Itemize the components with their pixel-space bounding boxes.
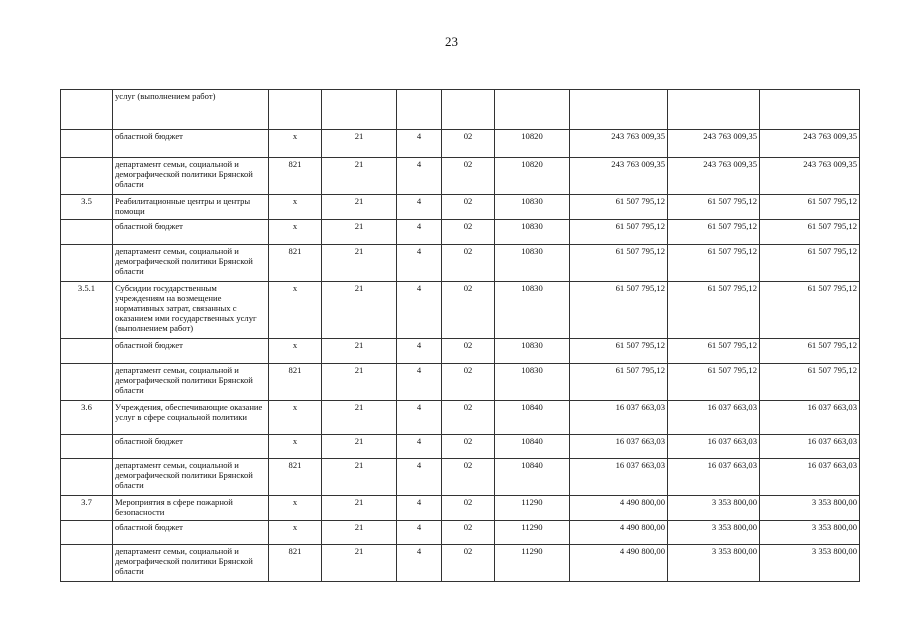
section-code-cell: 21 bbox=[322, 496, 397, 521]
program-code-cell: 02 bbox=[442, 364, 495, 401]
row-number-cell bbox=[61, 459, 113, 496]
direction-code-cell: 10830 bbox=[495, 364, 570, 401]
subsection-code-cell: 4 bbox=[397, 459, 442, 496]
amount-year3-cell: 61 507 795,12 bbox=[760, 282, 860, 339]
program-code-cell: 02 bbox=[442, 158, 495, 195]
table-row bbox=[61, 435, 860, 459]
amount-year2-cell: 16 037 663,03 bbox=[668, 435, 760, 459]
admin-code-cell: х bbox=[269, 435, 322, 459]
amount-year1-cell: 61 507 795,12 bbox=[570, 339, 668, 364]
budget-table bbox=[60, 89, 860, 582]
description-cell: областной бюджет bbox=[113, 435, 269, 459]
amount-year3-cell: 16 037 663,03 bbox=[760, 459, 860, 496]
section-code-cell: 21 bbox=[322, 158, 397, 195]
subsection-code-cell: 4 bbox=[397, 545, 442, 582]
amount-year1-cell: 4 490 800,00 bbox=[570, 521, 668, 545]
admin-code-cell bbox=[269, 90, 322, 130]
amount-year2-cell: 3 353 800,00 bbox=[668, 545, 760, 582]
section-code-cell: 21 bbox=[322, 130, 397, 158]
direction-code-cell bbox=[495, 90, 570, 130]
row-number-cell bbox=[61, 435, 113, 459]
amount-year1-cell: 16 037 663,03 bbox=[570, 401, 668, 435]
description-cell: областной бюджет bbox=[113, 220, 269, 245]
direction-code-cell: 11290 bbox=[495, 545, 570, 582]
table-row bbox=[61, 130, 860, 158]
admin-code-cell: х bbox=[269, 282, 322, 339]
program-code-cell: 02 bbox=[442, 401, 495, 435]
section-code-cell: 21 bbox=[322, 435, 397, 459]
admin-code-cell: 821 bbox=[269, 545, 322, 582]
description-cell: Реабилитационные центры и центры помощи bbox=[113, 195, 269, 220]
amount-year2-cell: 61 507 795,12 bbox=[668, 245, 760, 282]
amount-year3-cell: 16 037 663,03 bbox=[760, 435, 860, 459]
amount-year3-cell: 61 507 795,12 bbox=[760, 220, 860, 245]
amount-year1-cell: 243 763 009,35 bbox=[570, 130, 668, 158]
description-cell: услуг (выполнением работ) bbox=[113, 90, 269, 130]
admin-code-cell: х bbox=[269, 496, 322, 521]
admin-code-cell: х bbox=[269, 195, 322, 220]
table-row bbox=[61, 364, 860, 401]
section-code-cell bbox=[322, 90, 397, 130]
table-row bbox=[61, 220, 860, 245]
row-number-cell bbox=[61, 545, 113, 582]
amount-year1-cell: 4 490 800,00 bbox=[570, 496, 668, 521]
amount-year3-cell: 3 353 800,00 bbox=[760, 545, 860, 582]
subsection-code-cell: 4 bbox=[397, 521, 442, 545]
table-row bbox=[61, 521, 860, 545]
amount-year3-cell: 61 507 795,12 bbox=[760, 364, 860, 401]
table-row bbox=[61, 545, 860, 582]
subsection-code-cell: 4 bbox=[397, 195, 442, 220]
program-code-cell: 02 bbox=[442, 435, 495, 459]
amount-year1-cell: 61 507 795,12 bbox=[570, 282, 668, 339]
admin-code-cell: х bbox=[269, 220, 322, 245]
description-cell: областной бюджет bbox=[113, 339, 269, 364]
row-number-cell: 3.5.1 bbox=[61, 282, 113, 339]
direction-code-cell: 10830 bbox=[495, 220, 570, 245]
row-number-cell bbox=[61, 364, 113, 401]
direction-code-cell: 10840 bbox=[495, 401, 570, 435]
amount-year1-cell bbox=[570, 90, 668, 130]
description-cell: департамент семьи, социальной и демографической политики Брянской области bbox=[113, 364, 269, 401]
program-code-cell: 02 bbox=[442, 195, 495, 220]
amount-year3-cell: 16 037 663,03 bbox=[760, 401, 860, 435]
direction-code-cell: 10830 bbox=[495, 245, 570, 282]
amount-year1-cell: 243 763 009,35 bbox=[570, 158, 668, 195]
amount-year2-cell: 61 507 795,12 bbox=[668, 195, 760, 220]
description-cell: Субсидии государственным учреждениям на возмещение нормативных затрат, связанных с оказанием ими государственных услуг (выполнением работ) bbox=[113, 282, 269, 339]
description-cell: департамент семьи, социальной и демографической политики Брянской области bbox=[113, 158, 269, 195]
direction-code-cell: 11290 bbox=[495, 496, 570, 521]
direction-code-cell: 10830 bbox=[495, 195, 570, 220]
table-row bbox=[61, 282, 860, 339]
subsection-code-cell: 4 bbox=[397, 496, 442, 521]
amount-year3-cell: 61 507 795,12 bbox=[760, 339, 860, 364]
program-code-cell: 02 bbox=[442, 521, 495, 545]
row-number-cell bbox=[61, 158, 113, 195]
amount-year1-cell: 61 507 795,12 bbox=[570, 220, 668, 245]
amount-year1-cell: 61 507 795,12 bbox=[570, 245, 668, 282]
section-code-cell: 21 bbox=[322, 459, 397, 496]
subsection-code-cell: 4 bbox=[397, 339, 442, 364]
direction-code-cell: 10820 bbox=[495, 158, 570, 195]
program-code-cell: 02 bbox=[442, 459, 495, 496]
description-cell: областной бюджет bbox=[113, 130, 269, 158]
section-code-cell: 21 bbox=[322, 521, 397, 545]
row-number-cell bbox=[61, 220, 113, 245]
amount-year2-cell: 243 763 009,35 bbox=[668, 158, 760, 195]
amount-year2-cell: 16 037 663,03 bbox=[668, 401, 760, 435]
direction-code-cell: 10840 bbox=[495, 435, 570, 459]
admin-code-cell: х bbox=[269, 401, 322, 435]
program-code-cell: 02 bbox=[442, 339, 495, 364]
row-number-cell bbox=[61, 339, 113, 364]
program-code-cell: 02 bbox=[442, 496, 495, 521]
amount-year1-cell: 16 037 663,03 bbox=[570, 435, 668, 459]
row-number-cell: 3.7 bbox=[61, 496, 113, 521]
table-row bbox=[61, 459, 860, 496]
subsection-code-cell bbox=[397, 90, 442, 130]
program-code-cell: 02 bbox=[442, 545, 495, 582]
table-row bbox=[61, 158, 860, 195]
admin-code-cell: 821 bbox=[269, 158, 322, 195]
amount-year2-cell: 243 763 009,35 bbox=[668, 130, 760, 158]
section-code-cell: 21 bbox=[322, 245, 397, 282]
admin-code-cell: 821 bbox=[269, 459, 322, 496]
amount-year3-cell: 61 507 795,12 bbox=[760, 245, 860, 282]
admin-code-cell: х bbox=[269, 130, 322, 158]
page-number: 23 bbox=[445, 34, 458, 49]
amount-year2-cell: 61 507 795,12 bbox=[668, 364, 760, 401]
admin-code-cell: 821 bbox=[269, 245, 322, 282]
table-row bbox=[61, 496, 860, 521]
row-number-cell bbox=[61, 521, 113, 545]
section-code-cell: 21 bbox=[322, 282, 397, 339]
program-code-cell: 02 bbox=[442, 130, 495, 158]
amount-year1-cell: 61 507 795,12 bbox=[570, 364, 668, 401]
section-code-cell: 21 bbox=[322, 364, 397, 401]
section-code-cell: 21 bbox=[322, 401, 397, 435]
subsection-code-cell: 4 bbox=[397, 220, 442, 245]
amount-year2-cell: 3 353 800,00 bbox=[668, 496, 760, 521]
subsection-code-cell: 4 bbox=[397, 364, 442, 401]
row-number-cell bbox=[61, 90, 113, 130]
amount-year2-cell: 61 507 795,12 bbox=[668, 339, 760, 364]
description-cell: областной бюджет bbox=[113, 521, 269, 545]
description-cell: Учреждения, обеспечивающие оказание услуг в сфере социальной политики bbox=[113, 401, 269, 435]
direction-code-cell: 10820 bbox=[495, 130, 570, 158]
admin-code-cell: х bbox=[269, 521, 322, 545]
amount-year3-cell: 3 353 800,00 bbox=[760, 496, 860, 521]
table-row bbox=[61, 90, 860, 130]
description-cell: Мероприятия в сфере пожарной безопасности bbox=[113, 496, 269, 521]
amount-year1-cell: 4 490 800,00 bbox=[570, 545, 668, 582]
amount-year3-cell: 243 763 009,35 bbox=[760, 158, 860, 195]
amount-year2-cell: 16 037 663,03 bbox=[668, 459, 760, 496]
amount-year3-cell bbox=[760, 90, 860, 130]
direction-code-cell: 10830 bbox=[495, 339, 570, 364]
subsection-code-cell: 4 bbox=[397, 435, 442, 459]
amount-year1-cell: 16 037 663,03 bbox=[570, 459, 668, 496]
section-code-cell: 21 bbox=[322, 220, 397, 245]
amount-year3-cell: 61 507 795,12 bbox=[760, 195, 860, 220]
subsection-code-cell: 4 bbox=[397, 245, 442, 282]
row-number-cell: 3.5 bbox=[61, 195, 113, 220]
amount-year2-cell: 3 353 800,00 bbox=[668, 521, 760, 545]
section-code-cell: 21 bbox=[322, 545, 397, 582]
program-code-cell bbox=[442, 90, 495, 130]
direction-code-cell: 10840 bbox=[495, 459, 570, 496]
table-row bbox=[61, 195, 860, 220]
program-code-cell: 02 bbox=[442, 282, 495, 339]
amount-year3-cell: 3 353 800,00 bbox=[760, 521, 860, 545]
subsection-code-cell: 4 bbox=[397, 158, 442, 195]
row-number-cell bbox=[61, 245, 113, 282]
description-cell: департамент семьи, социальной и демографической политики Брянской области bbox=[113, 245, 269, 282]
program-code-cell: 02 bbox=[442, 220, 495, 245]
table-row bbox=[61, 245, 860, 282]
subsection-code-cell: 4 bbox=[397, 130, 442, 158]
description-cell: департамент семьи, социальной и демографической политики Брянской области bbox=[113, 545, 269, 582]
amount-year3-cell: 243 763 009,35 bbox=[760, 130, 860, 158]
amount-year2-cell: 61 507 795,12 bbox=[668, 220, 760, 245]
subsection-code-cell: 4 bbox=[397, 282, 442, 339]
description-cell: департамент семьи, социальной и демографической политики Брянской области bbox=[113, 459, 269, 496]
row-number-cell: 3.6 bbox=[61, 401, 113, 435]
amount-year2-cell bbox=[668, 90, 760, 130]
table-row bbox=[61, 401, 860, 435]
section-code-cell: 21 bbox=[322, 195, 397, 220]
admin-code-cell: 821 bbox=[269, 364, 322, 401]
section-code-cell: 21 bbox=[322, 339, 397, 364]
row-number-cell bbox=[61, 130, 113, 158]
subsection-code-cell: 4 bbox=[397, 401, 442, 435]
amount-year2-cell: 61 507 795,12 bbox=[668, 282, 760, 339]
direction-code-cell: 10830 bbox=[495, 282, 570, 339]
direction-code-cell: 11290 bbox=[495, 521, 570, 545]
table-row bbox=[61, 339, 860, 364]
amount-year1-cell: 61 507 795,12 bbox=[570, 195, 668, 220]
program-code-cell: 02 bbox=[442, 245, 495, 282]
admin-code-cell: х bbox=[269, 339, 322, 364]
